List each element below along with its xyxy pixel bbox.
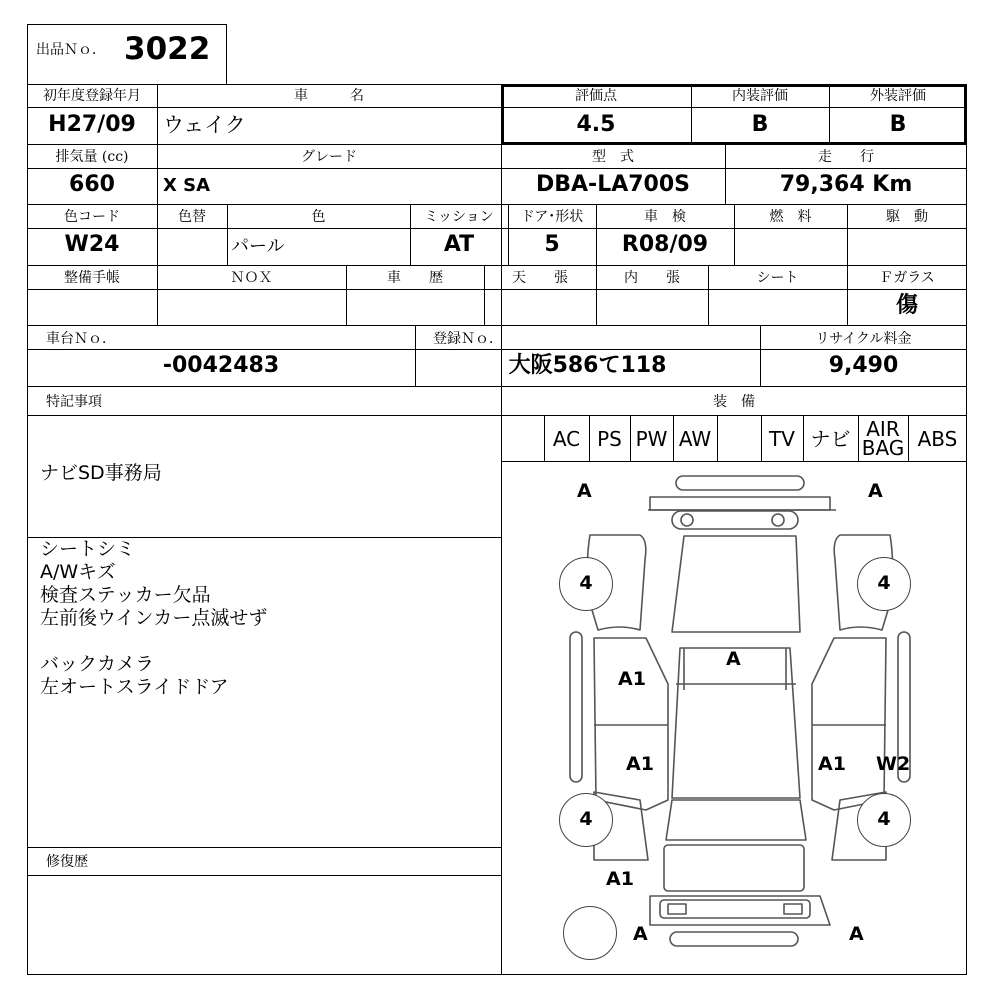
interior-value: B xyxy=(751,112,769,137)
mark-left-rear-door: A1 xyxy=(626,753,654,775)
equipment-blank-2 xyxy=(717,417,761,461)
inspection-label: 車 検 xyxy=(644,209,686,225)
model-value: DBA-LA700S xyxy=(536,172,690,197)
nox-label: ＮＯＸ xyxy=(230,270,273,286)
mileage-label: 走 行 xyxy=(818,149,874,165)
doors-value: 5 xyxy=(544,232,560,257)
equipment-navi: ナビ xyxy=(810,427,851,451)
tyre-rear-right: 4 xyxy=(857,793,911,847)
lot-number-box xyxy=(27,24,227,85)
equipment-abs: ABS xyxy=(917,427,958,451)
inspection-value: R08/09 xyxy=(621,232,709,257)
interior-lining-label: 内 張 xyxy=(624,270,680,286)
service-book-label: 整備手帳 xyxy=(64,270,120,286)
grade-label: グレード xyxy=(301,149,357,165)
mileage-value: 79,364 Km xyxy=(779,172,913,197)
equipment-pw: PW xyxy=(635,427,668,451)
color-value: パール xyxy=(231,236,285,257)
car-name-value: ウェイク xyxy=(163,113,246,137)
chassis-number-label: 車台Ｎｏ． xyxy=(46,331,116,347)
tyre-front-right: 4 xyxy=(857,557,911,611)
mark-rear-left-corner: A xyxy=(633,923,648,945)
tyre-front-left: 4 xyxy=(559,557,613,611)
seat-label: シート xyxy=(756,270,799,286)
car-diagram xyxy=(502,462,966,974)
model-label: 型 式 xyxy=(592,149,634,165)
drive-label: 駆 動 xyxy=(886,209,928,225)
transmission-label: ミッション xyxy=(424,209,494,225)
grade-value: X SA xyxy=(163,175,211,196)
mark-rear-right-corner: A xyxy=(849,923,864,945)
exterior-value: B xyxy=(889,112,907,137)
mark-front-right-corner: A xyxy=(868,480,883,502)
notes-main: シートシミ A/Wキズ 検査ステッカー欠品 左前後ウインカー点滅せず バックカメラ 左オートスライドドア xyxy=(40,538,268,698)
doors-label: ドア･形状 xyxy=(520,209,584,225)
history-label: 車 歴 xyxy=(387,270,443,286)
mark-front-left-corner: A xyxy=(577,480,592,502)
equipment-ps: PS xyxy=(597,427,622,451)
interior-label: 内装評価 xyxy=(732,88,788,104)
equipment-ac: AC xyxy=(552,427,581,451)
exterior-label: 外装評価 xyxy=(870,88,926,104)
lot-number-label: 出品Ｎｏ． xyxy=(36,42,106,58)
transmission-value: AT xyxy=(443,232,475,257)
first-registration-label: 初年度登録年月 xyxy=(43,88,141,104)
mark-right-rear-door: A1 xyxy=(818,753,846,775)
displacement-label: 排気量 (cc) xyxy=(55,149,129,165)
mark-right-rear-panel: W2 xyxy=(876,753,911,775)
color-label: 色 xyxy=(311,209,326,225)
roof-lining-label: 天 張 xyxy=(512,270,568,286)
tyre-rear-left: 4 xyxy=(559,793,613,847)
recycle-fee-value: 9,490 xyxy=(828,353,899,378)
notes-label: 特記事項 xyxy=(46,394,102,410)
equipment-tv: TV xyxy=(769,427,795,451)
equipment-blank-1 xyxy=(501,417,544,461)
lot-number-value: 3022 xyxy=(124,31,211,67)
equipment-airbag: AIR BAG xyxy=(861,417,905,460)
color-code-label: 色コード xyxy=(64,209,120,225)
registration-number-label: 登録Ｎｏ． xyxy=(433,331,503,347)
score-value: 4.5 xyxy=(576,112,616,137)
repair-history-label: 修復歴 xyxy=(46,854,88,870)
mark-left-front-door: A1 xyxy=(618,668,646,690)
car-name-label: 車 名 xyxy=(294,88,364,104)
fuel-label: 燃 料 xyxy=(769,209,812,225)
tyre-spare xyxy=(563,906,617,960)
registration-number-value: 大阪586て118 xyxy=(508,353,667,378)
equipment-aw: AW xyxy=(678,427,712,451)
mark-hood: A xyxy=(726,648,741,670)
chassis-number-value: -0042483 xyxy=(162,353,280,378)
f-glass-label: Ｆガラス xyxy=(879,270,935,286)
color-code-value: W24 xyxy=(64,232,120,257)
notes-top: ナビSD事務局 xyxy=(40,462,162,484)
mark-rear-bumper-left: A1 xyxy=(606,868,634,890)
displacement-value: 660 xyxy=(69,172,115,197)
f-glass-value: 傷 xyxy=(895,293,918,318)
equipment-label: 装 備 xyxy=(713,394,755,410)
recycle-fee-label: リサイクル料金 xyxy=(815,331,912,347)
score-label: 評価点 xyxy=(575,88,617,104)
repaint-label: 色替 xyxy=(178,209,206,225)
first-registration-value: H27/09 xyxy=(48,112,136,137)
